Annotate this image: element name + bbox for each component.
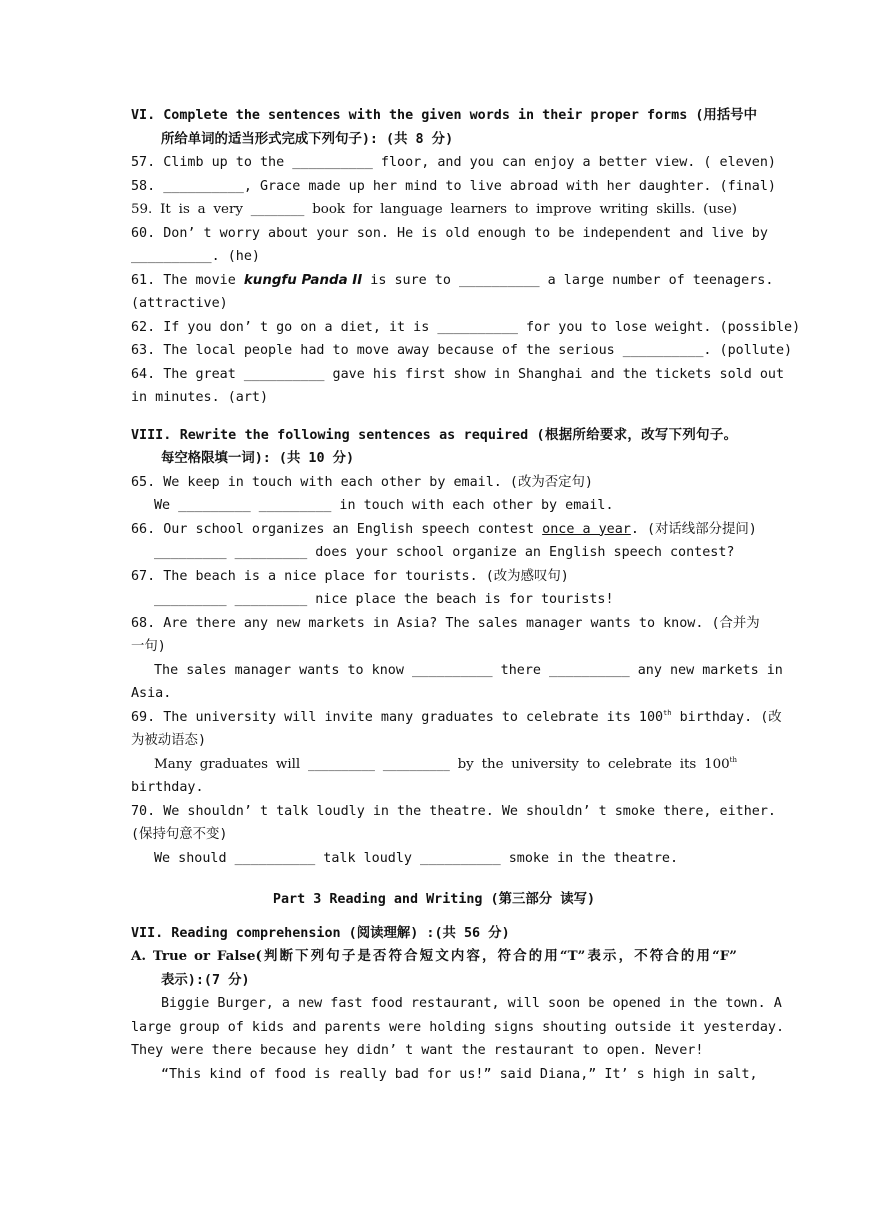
section-6-heading: VI. Complete the sentences with the given words in their proper forms (用括号中	[131, 108, 757, 123]
question-69-start: 69. The university will invite many graduates to celebrate its 100	[131, 709, 664, 725]
question-60-cont: __________. (he)	[131, 249, 260, 264]
underlined-phrase: once a year	[542, 521, 631, 537]
answer-68: The sales manager wants to know __________ there __________ any new markets in	[154, 662, 783, 678]
question-64: 64. The great __________ gave his first show in Shanghai and the tickets sold out	[131, 366, 785, 382]
passage-line-3: They were there because hey didn’ t want the restaurant to open. Never!	[131, 1043, 704, 1058]
question-69-cont: 为被动语态)	[131, 733, 207, 748]
question-63: 63. The local people had to move away because of the serious __________. (pollute)	[131, 343, 793, 358]
section-a-heading: A. True or False(判断下列句子是否符合短文内容，符合的用“T”表示，不符合的用“F”	[131, 948, 737, 964]
question-70: 70. We shouldn’ t talk loudly in the theatre. We shouldn’ t smoke there, either.	[131, 803, 776, 819]
question-59: 59. It is a very ________ book for language learners to improve writing skills. (use)	[131, 202, 737, 217]
question-68-cont: 一句)	[131, 639, 166, 654]
page-content	[131, 104, 801, 1086]
answer-69-cont: birthday.	[131, 780, 204, 795]
section-7-heading: VII. Reading comprehension (阅读理解) :(共 56 分)	[131, 925, 510, 941]
passage-line-1: Biggie Burger, a new fast food restaurant, will soon be opened in the town. A	[161, 996, 782, 1011]
question-64-cont: in minutes. (art)	[131, 390, 269, 405]
question-69-end: birthday. (改	[671, 709, 782, 725]
question-58: 58. __________, Grace made up her mind to live abroad with her daughter. (final)	[131, 178, 776, 194]
section-6-heading-cont: 所给单词的适当形式完成下列句子): (共 8 分)	[161, 131, 454, 147]
question-61-end: is sure to __________ a large number of teenagers.	[362, 272, 774, 288]
question-66-start: 66. Our school organizes an English speech contest	[131, 521, 543, 537]
question-65: 65. We keep in touch with each other by email. (改为否定句)	[131, 474, 593, 490]
answer-70: We should __________ talk loudly __________ smoke in the theatre.	[154, 850, 679, 866]
passage-line-2: large group of kids and parents were holding signs shouting outside it yesterday.	[131, 1019, 785, 1035]
question-68: 68. Are there any new markets in Asia? The sales manager wants to know. (合并为	[131, 615, 760, 631]
question-61	[131, 269, 774, 293]
superscript-th: th	[729, 755, 737, 764]
question-60: 60. Don’ t worry about your son. He is old enough to be independent and live by	[131, 225, 768, 241]
part-3-title: Part 3 Reading and Writing (第三部分 读写)	[272, 892, 596, 907]
question-66	[131, 518, 757, 542]
question-61-cont: (attractive)	[131, 296, 228, 311]
movie-title: kungfu Panda II	[243, 272, 363, 288]
section-a-heading-cont: 表示):(7 分)	[161, 972, 250, 988]
question-62: 62. If you don’ t go on a diet, it is __________ for you to lose weight. (possible)	[131, 319, 801, 335]
question-66-end: . (对话线部分提问)	[630, 521, 757, 537]
passage-line-4: “This kind of food is really bad for us!” said Diana,” It’ s high in salt,	[161, 1066, 758, 1082]
question-57: 57. Climb up to the __________ floor, and you can enjoy a better view. ( eleven)	[131, 155, 776, 170]
section-8-heading-cont: 每空格限填一词): (共 10 分)	[161, 451, 355, 466]
spacer	[131, 912, 737, 922]
answer-66: _________ _________ does your school organize an English speech contest?	[154, 545, 735, 560]
answer-68-cont: Asia.	[131, 686, 172, 701]
answer-69-text: Many graduates will __________ __________ by the university to celebrate its 100	[154, 756, 730, 772]
answer-69	[131, 753, 737, 777]
question-69	[131, 706, 782, 730]
question-67: 67. The beach is a nice place for tourists. (改为感叹句)	[131, 568, 569, 584]
question-70-cont: (保持句意不变)	[131, 827, 228, 842]
answer-65: We _________ _________ in touch with each other by email.	[154, 498, 614, 513]
question-61-start: 61. The movie	[131, 272, 244, 288]
spacer	[131, 410, 737, 424]
superscript-th: th	[663, 708, 672, 717]
spacer	[131, 870, 737, 888]
answer-67: _________ _________ nice place the beach is for tourists!	[154, 592, 614, 607]
section-8-heading: VIII. Rewrite the following sentences as required (根据所给要求，改写下列句子。	[131, 427, 737, 443]
